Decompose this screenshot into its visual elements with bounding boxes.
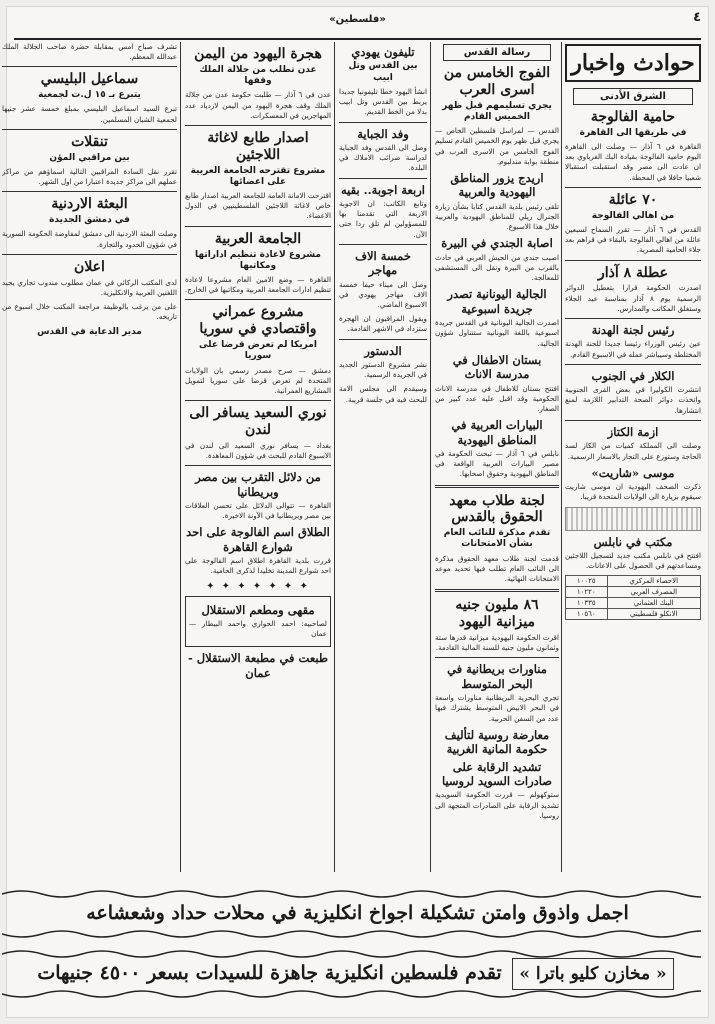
article-text: عدن في ٦ آذار — طلبت حكومة عدن من جلالة الملك وقف هجرة اليهود من اليمن لازدياد عدد المهاجرين في المعسكرات. [185, 90, 331, 120]
headline: الفوج الخامس من اسرى العرب [443, 65, 551, 98]
headline: موسى «شاريت» [591, 465, 675, 480]
bottom-banners [14, 878, 701, 1012]
table-row [566, 598, 701, 609]
ornament-divider: ✦ ✦ ✦ ✦ ✦ ✦ ✦ [206, 580, 310, 592]
divider [2, 66, 177, 67]
article-text: تبرع السيد اسماعيل البليسي بمبلغ خمسة عشر جنيها لجمعية الشبان المسلمين. [2, 104, 177, 124]
article-text: افتتح في نابلس مكتب جديد لتسجيل اللاجئين ومساعدتهم في الحصول على الاعانات. [565, 550, 701, 571]
column-3 [339, 42, 427, 872]
headline: ٨٦ مليون جنيه ميزانية اليهود [455, 597, 539, 631]
article-text: وصلت الى المملكة كميات من الكاز لسد الحاجة وستوزع على التجار بالاسعار الرسمية. [565, 441, 701, 461]
column-4 [185, 42, 331, 872]
headline: اصابة الجندي في البيرة [441, 236, 553, 251]
divider [185, 125, 331, 126]
article-text: تجري البحرية البريطانية مناورات واسعة في البحر الابيض المتوسط يشترك فيها عدد من السفن الحربية. [435, 693, 559, 723]
subheadline: بين مراقبي المؤن [49, 152, 130, 163]
article-text: نابلس في ٦ آذار — تبحث الحكومة في مصير البيارات العربية الواقعة في المناطق اليهودية وحقوق اصحابها. [435, 448, 559, 479]
masthead: «فلسطين» [329, 14, 386, 25]
table-cell: ١٠٥٦٠ [566, 609, 608, 620]
headline: اعلان [74, 258, 105, 275]
headline: هجرة اليهود من اليمن [194, 46, 322, 62]
page-header [14, 8, 701, 40]
divider [339, 178, 427, 179]
headline: حامية الفالوجة [590, 109, 676, 125]
subheadline: من اهالي الفالوجة [591, 210, 675, 221]
headline: سماعيل البليسي [40, 71, 139, 88]
table-row [566, 587, 701, 598]
headline: تنقلات [71, 133, 108, 150]
print-credit: طبعت في مطبعة الاستقلال - عمان [187, 651, 328, 680]
column-5 [2, 42, 177, 872]
article-text: القاهرة — تتوالى الدلائل على تحسن العلاقات بين مصر وبريطانيا في الآونة الاخيرة. [185, 500, 331, 521]
column-rule [430, 42, 431, 872]
banner-text: تقدم فلسطين انكليزية جاهزة للسيدات بسعر ٤٥٠٠ جنيهات [37, 962, 502, 984]
subheadline: امريكا لم تعرض قرضا على سوريا [199, 340, 317, 362]
headline: بستان الاطفال في مدرسة الاناث [452, 352, 542, 382]
headline: وفد الجباية [357, 126, 409, 141]
subheadline: بين القدس وتل ابيب [348, 61, 418, 83]
divider [185, 400, 331, 401]
headline: مشروع عمراني واقتصادي في سوريا [199, 304, 317, 338]
table-cell: المصرف العربي [607, 587, 701, 598]
article-text: تقرر نقل السادة المراقبين التالية اسماؤهم من مراكز عملهم الى مراكز جديدة اعتبارا من اول الشهر. [2, 166, 177, 187]
ad-banner-image [565, 507, 701, 531]
divider [435, 657, 559, 658]
headline: عطلة ٨ آذار [597, 264, 669, 281]
headline: اربعة اجوبة.. بقيه [341, 182, 425, 197]
article-text: افتتح بستان للاطفال في مدرسة الاناث الحكومية وقد اقبل عليه عدد كبير من الصغار. [435, 383, 559, 413]
divider [339, 339, 427, 340]
article-text: لدى المكتب الركائي في عمان مطلوب مندوب تجاري يجيد اللغتين العربية والانكليزية. [2, 277, 177, 297]
article-text: قدمت لجنة طلاب معهد الحقوق مذكرة الى النائب العام تطلب فيها تحديد موعد الامتحانات النهائية. [435, 553, 559, 584]
article-text: وسيقدم الى مجلس الامة للبحث فيه في جلسة قريبة. [339, 384, 427, 404]
article-text: وتابع الكاتب: ان الاجوبة الاربعة التي تقدمنا بها للمسؤولين لم تلق ردا حتى الآن. [339, 198, 427, 239]
banner-ad-1 [14, 888, 701, 940]
article-text: نشر مشروع الدستور الجديد في الجريدة الرسمية. [339, 360, 427, 380]
table-cell: الانكلو فلسطيني [607, 609, 701, 620]
table-cell: البنك العثماني [607, 598, 701, 609]
headline: ٧٠ عائلة [608, 191, 658, 208]
headline: البعثة الاردنية [51, 196, 128, 213]
divider [565, 318, 701, 319]
article-text: انشأ اليهود خطا تليفونيا جديدا يربط بين القدس وتل ابيب بدلا من الخط القديم. [339, 86, 427, 117]
headline: اصدار طابع لاغاثة اللاجئين [207, 129, 309, 163]
ad-text: لصاحبيه: احمد الحواري واحمد البيطار — عمان [189, 618, 327, 639]
divider [565, 420, 701, 421]
page-number: ٤ [693, 10, 701, 25]
section-title: حوادث واخبار [565, 44, 701, 82]
column-2 [435, 42, 559, 872]
table-cell: الاحصاء المركزي [607, 576, 701, 587]
headline: من دلائل التقرب بين مصر وبريطانيا [195, 470, 321, 499]
headline: الجالية اليونانية تصدر جريدة اسبوعية [447, 287, 547, 316]
headline: الكلار في الجنوب [591, 368, 675, 383]
banner-text: اجمل واذوق وامتن تشكيلة اجواخ انكليزية في محلات حداد وشعشاعه [86, 902, 629, 924]
divider [2, 254, 177, 255]
table-row [566, 609, 701, 620]
banner-brand: « مخازن كليو باترا » [512, 958, 673, 990]
advertisement [185, 596, 331, 648]
section-box-label: رسالة القدس [443, 44, 551, 61]
signature: مدير الدعاية في القدس [37, 326, 142, 337]
subheadline: يجري تسليمهم قبل ظهر الخميس القادم [442, 100, 552, 122]
article-text: القاهرة — وضع الامين العام مشروعا لاعادة تنظيم ادارات الجامعة العربية ومكاتبها في الخارج. [185, 275, 331, 295]
table-cell: ١٠٠٢٥ [566, 576, 608, 587]
divider [565, 260, 701, 261]
headline: تشديد الرقابة على صادرات السويد لروسيا [441, 759, 553, 788]
headline: رئيس لجنة الهدنة [591, 323, 675, 338]
subheadline: عدن تطلب من جلالة الملك وقفها [199, 64, 317, 87]
newspaper-page [2, 6, 709, 1018]
subheadline: مشروع لاعادة تنظيم اداراتها ومكاتبها [195, 249, 321, 271]
columns [2, 42, 701, 872]
article-text: القدس في ٦ آذار — تقرر السماح لسبعين عائلة من اهالي الفالوجة بالبقاء في قراهم بعد جلاء الحامية المصرية. [565, 224, 701, 255]
article-text: ويقول المراقبون ان الهجرة ستزداد في الاشهر القادمة. [339, 314, 427, 334]
article-text: اصيب جندي من الجيش العربي في حادث بالقرب من البيرة ونقل الى المستشفى للمعالجة. [435, 252, 559, 283]
banner-border [2, 990, 701, 1000]
column-rule [180, 42, 181, 872]
headline: الطلاق اسم الفالوجة على احد شوارع القاهرة [186, 525, 330, 554]
divider [565, 364, 701, 365]
headline: معارضة روسية لتأليف حكومة المانية الغربية [444, 727, 550, 757]
headline: البيارات العربية في المناطق اليهودية [451, 418, 543, 447]
article-text: تلقى رئيس بلدية القدس كتابا بشأن زيارة الجنرال ريلي للمناطق اليهودية والعربية خلال هذا الاسبوع. [435, 201, 559, 232]
divider [185, 465, 331, 466]
article-text: عين رئيس الوزراء رئيسا جديدا للجنة الهدنة المختلطة وسيباشر عمله في الاسبوع القادم. [565, 339, 701, 359]
article-text: اقرت الحكومة اليهودية ميزانية قدرها ستة وثمانون مليون جنيه للسنة المالية القادمة. [435, 632, 559, 653]
headline: اريدج يزور المناطق اليهودية والعربية [450, 170, 544, 200]
article-text: ذكرت الصحف اليهودية ان موسى شاريت سيقوم بزيارة الى الولايات المتحدة قريبا. [565, 482, 701, 502]
article-text: دمشق — صرح مصدر رسمي بان الولايات المتحدة لم تعرض قرضا على سوريا لتمويل المشاريع العمرانية. [185, 365, 331, 395]
headline: نوري السعيد يسافر الى لندن [189, 405, 327, 438]
article-text: على من يرغب بالوظيفة مراجعة المكتب خلال اسبوع من تاريخه. [2, 302, 177, 322]
article-text: بغداد — يسافر نوري السعيد الى لندن في الاسبوع القادم للبحث في شؤون المعاهدة. [185, 440, 331, 460]
banner-border [2, 948, 701, 958]
article-text: وصلت البعثة الاردنية الى دمشق لمفاوضة الحكومة السورية في شؤون الحدود والتجارة. [2, 229, 177, 249]
table-cell: ١٠٢٢٠ [566, 587, 608, 598]
headline: لجنة طلاب معهد الحقوق بالقدس [449, 492, 545, 526]
divider [565, 187, 701, 188]
subheadline: في دمشق الجديدة [49, 215, 130, 226]
banner-ad-2 [14, 948, 701, 1000]
ad-headline: مقهى ومطعم الاستقلال [201, 602, 315, 617]
headline: ازمة الكتاز [607, 424, 659, 439]
headline: الجامعة العربية [214, 230, 302, 247]
subheadline: مشروع تقترحه الجامعة العربية على اعضائها [190, 165, 326, 187]
headline: مكتب في نابلس [593, 534, 673, 549]
divider [2, 191, 177, 192]
divider [185, 226, 331, 227]
article-text: اقترحت الامانة العامة للجامعة العربية اصدار طابع خاص لاغاثة اللاجئين الفلسطينيين في الدول الاعضاء. [185, 191, 331, 221]
table-cell: ١٠٣٣٥ [566, 598, 608, 609]
article-text: انتشرت الكوليرا في بعض القرى الجنوبية واتخذت دوائر الصحة التدابير اللازمة لمنع انتشارها. [565, 385, 701, 415]
column-rule [561, 42, 562, 872]
divider [2, 129, 177, 130]
article-text: وصل الى القدس وفد الجباية لدراسة ضرائب الاملاك في البلدة. [339, 142, 427, 173]
article-text: اصدرت الحكومة قرارا بتعطيل الدوائر الرسمية يوم ٨ آذار بمناسبة عيد الجلاء وستغلق المكاتب والمدارس. [565, 283, 701, 313]
price-table [565, 575, 701, 620]
column-rule [334, 42, 335, 872]
subheadline: في طريقها الى القاهرة [579, 127, 687, 138]
divider [185, 299, 331, 300]
subheadline: تقدم مذكرة للنائب العام بشأن الامتحانات [443, 528, 551, 550]
table-row [566, 576, 701, 587]
divider [339, 122, 427, 123]
article-text: القاهرة في ٦ آذار — وصلت الى القاهرة اليوم حامية الفالوجة بقيادة البك الغرباوي بعد ان عادت الى مصر وقد استقبلت استقبالا شعبيا حافلا في المحطة. [565, 142, 701, 182]
headline: مناورات بريطانية في البحر المتوسط [447, 662, 547, 691]
column-1 [565, 42, 701, 872]
divider [435, 485, 559, 488]
banner-border [2, 930, 701, 940]
article-text: وصل الى ميناء حيفا خمسة الاف مهاجر يهودي في الاسبوع الماضي. [339, 279, 427, 309]
article-text: ستوكهولم — قررت الحكومة السويدية تشديد الرقابة على الصادرات المتجهة الى روسيا. [435, 790, 559, 820]
headline: تليفون يهودي [351, 45, 415, 59]
article-text: تشرف صباح امس بمقابلة حضرة صاحب الجلالة الملك عبدالله المعظم. [2, 42, 177, 62]
headline: الدستور [364, 343, 402, 358]
article-text: قررت بلدية القاهرة اطلاق اسم الفالوجة على احد شوارع المدينة تخليدا لذكرى الحامية. [185, 556, 331, 576]
section-box-label: الشرق الأدنى [573, 88, 693, 105]
headline: خمسة الاف مهاجر [355, 248, 411, 278]
article-text: اصدرت الجالية اليونانية في القدس جريدة اسبوعية باللغة اليونانية ستتناول شؤون الجالية. [435, 318, 559, 348]
divider [339, 244, 427, 245]
divider [435, 589, 559, 592]
article-text: القدس — لمراسل فلسطين الخاص — يجري قبل ظهر يوم الخميس القادم تسليم الفوج الخامس من الاسرى العرب في منطقة بوابة مندلبوم. [435, 126, 559, 166]
subheadline: يتبرع بـ ١٥ ل.ت لجمعية [38, 90, 141, 101]
banner-border [2, 888, 701, 898]
